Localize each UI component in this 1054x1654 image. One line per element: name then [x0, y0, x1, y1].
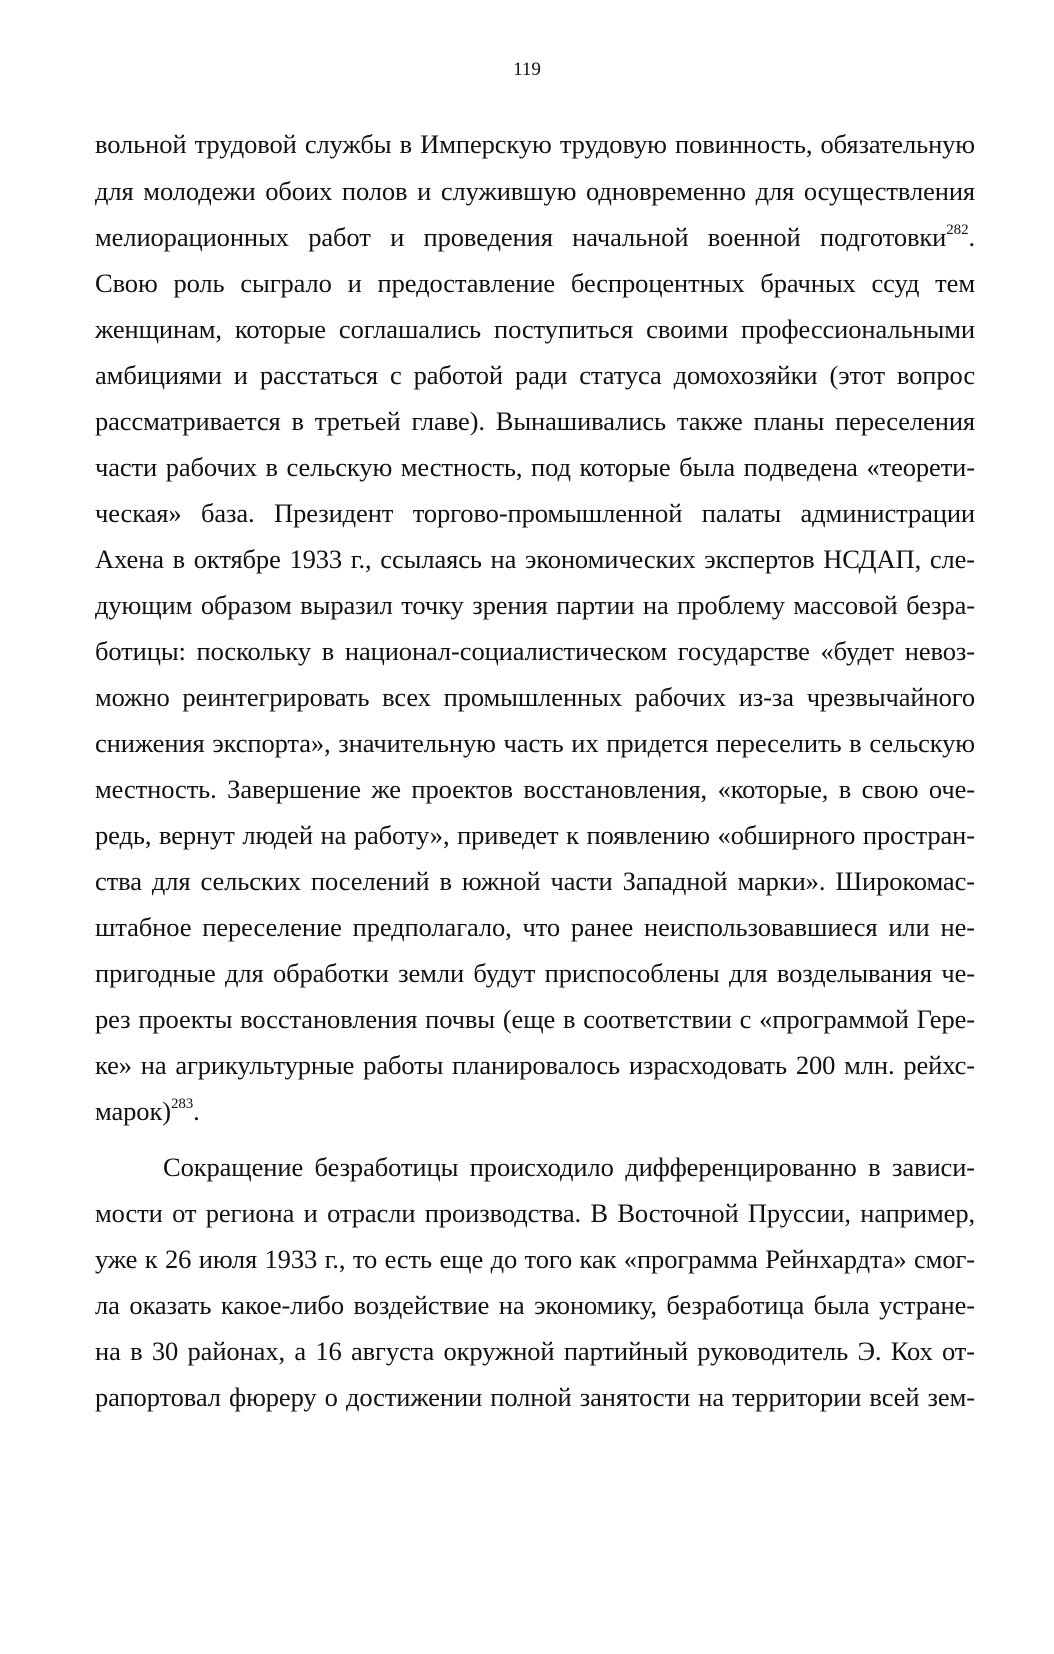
text-line: ческая» база. Президент торгово-промышленной палаты администрации	[95, 498, 975, 528]
text-line: дующим образом выразил точку зрения партии на проблему массовой безра-	[95, 590, 975, 620]
text-line: ла оказать какое-либо воздействие на экономику, безработица была устране-	[95, 1290, 975, 1320]
page-number: 119	[513, 59, 541, 80]
text-line: амбициями и расстаться с работой ради статуса домохозяйки (этот вопрос	[95, 360, 975, 390]
text-line: можно реинтегрировать всех промышленных рабочих из-за чрезвычайного	[95, 682, 975, 712]
text-line: рез проекты восстановления почвы (еще в соответствии с «программой Гере-	[95, 1004, 975, 1034]
text-line: Ахена в октябре 1933 г., ссылаясь на экономических экспертов НСДАП, сле-	[95, 544, 975, 574]
text-line: пригодные для обработки земли будут приспособлены для возделывания че-	[95, 958, 975, 988]
footnote-ref: 282	[946, 222, 969, 238]
text-line: Свою роль сыграло и предоставление беспроцентных брачных ссуд тем	[95, 268, 975, 298]
text-line: ке» на агрикультурные работы планировалось израсходовать 200 млн. рейхс-	[95, 1050, 975, 1080]
text-line: снижения экспорта», значительную часть их придется переселить в сельскую	[95, 728, 975, 758]
text-line: марок)$^{283}$.	[95, 1096, 200, 1126]
text-line: ства для сельских поселений в южной части Западной марки». Широкомас-	[95, 866, 975, 896]
text-line: мости от региона и отрасли производства. В Восточной Пруссии, например,	[95, 1198, 975, 1228]
text-line: вольной трудовой службы в Имперскую трудовую повинность, обязательную	[95, 129, 975, 159]
footnote-ref: 283	[170, 1096, 194, 1112]
text-line: части рабочих в сельскую местность, под которые была подведена «теорети-	[95, 452, 975, 482]
text-line: рассматривается в третьей главе). Вынашивались также планы переселения	[95, 406, 975, 436]
text-line: мелиорационных работ и проведения начальной военной подготовки$^{282}$.	[95, 222, 975, 252]
text-line: женщинам, которые соглашались поступиться своими профессиональными	[95, 314, 975, 344]
text-line: ботицы: поскольку в национал-социалистическом государстве «будет невоз-	[95, 636, 975, 666]
text-line: рапортовал фюреру о достижении полной занятости на территории всей зем-	[95, 1382, 975, 1412]
text-line: уже к 26 июля 1933 г., то есть еще до того как «программа Рейнхардта» смог-	[95, 1244, 975, 1274]
text-line: местность. Завершение же проектов восстановления, «которые, в свою оче-	[95, 774, 975, 804]
text-line: штабное переселение предполагало, что ранее неиспользовавшиеся или не-	[95, 912, 975, 942]
text-line: редь, вернут людей на работу», приведет к появлению «обширного простран-	[95, 820, 975, 850]
text-line: для молодежи обоих полов и служившую одновременно для осуществления	[95, 176, 975, 206]
text-line: Сокращение безработицы происходило дифференцированно в зависи-	[163, 1152, 975, 1182]
text-line: на в 30 районах, а 16 августа окружной партийный руководитель Э. Кох от-	[95, 1336, 975, 1366]
